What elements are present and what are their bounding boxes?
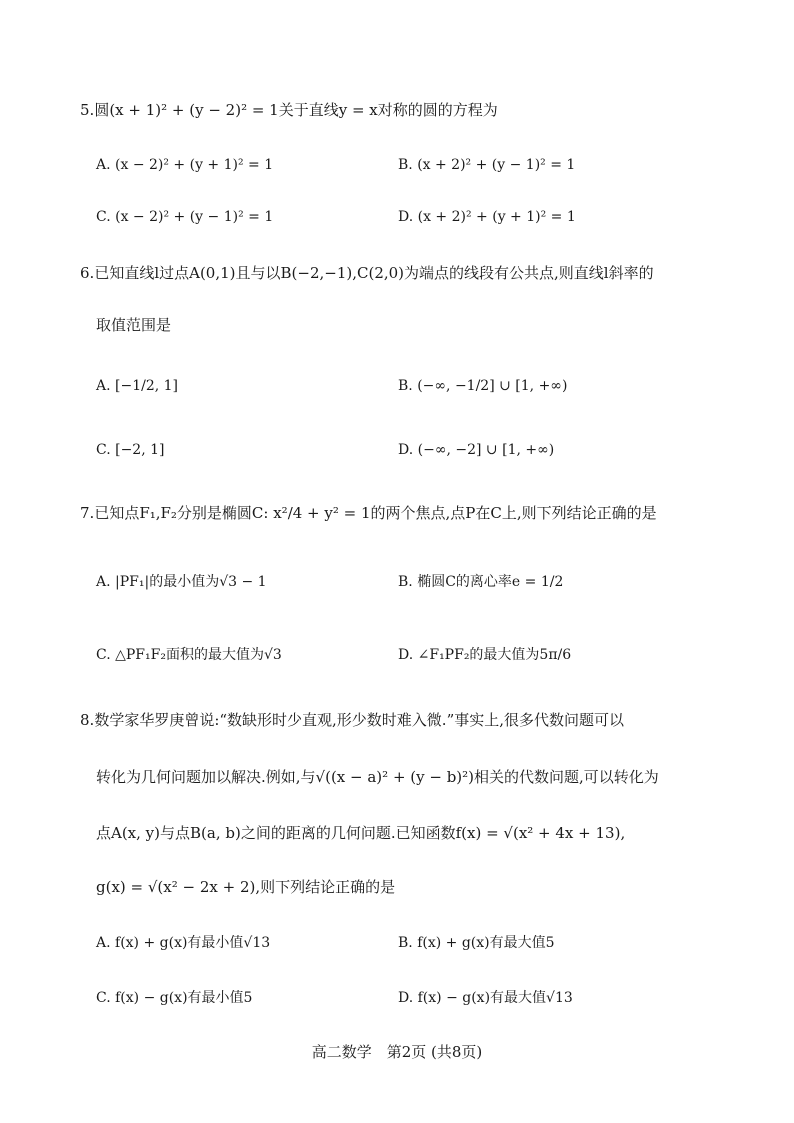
question-7-stem: [80, 503, 657, 523]
option-c: C. △PF₁F₂面积的最大值为√3: [96, 647, 282, 663]
question-text: 已知直线l过点A(0,1)且与以B(−2,−1),C(2,0)为端点的线段有公共点,则直线l斜率的: [94, 264, 654, 282]
option-d: D. f(x) − g(x)有最大值√13: [398, 990, 573, 1006]
question-number: 7.: [80, 504, 95, 522]
question-5-stem: [80, 100, 498, 120]
option-a: A. [−1/2, 1]: [96, 378, 179, 394]
option-c: C. [−2, 1]: [96, 442, 165, 458]
option-a: A. |PF₁|的最小值为√3 − 1: [96, 574, 267, 590]
question-number: 8.: [80, 711, 95, 729]
option-b: B. f(x) + g(x)有最大值5: [398, 935, 555, 951]
question-8-stem: [80, 710, 624, 730]
option-b: B. (x + 2)² + (y − 1)² = 1: [398, 157, 576, 173]
question-6-stem-cont: 取值范围是: [96, 316, 172, 334]
option-c: C. (x − 2)² + (y − 1)² = 1: [96, 209, 274, 225]
option-b: B. (−∞, −1/2] ∪ [1, +∞): [398, 378, 568, 394]
question-text: 已知点F₁,F₂分别是椭圆C: x²/4 + y² = 1的两个焦点,点P在C上,则下列结论正确的是: [94, 504, 657, 522]
option-a: A. (x − 2)² + (y + 1)² = 1: [96, 157, 274, 173]
option-b: B. 椭圆C的离心率e = 1/2: [398, 574, 564, 590]
question-8-stem-cont-2: 点A(x, y)与点B(a, b)之间的距离的几何问题.已知函数f(x) = √(x² + 4x + 13),: [96, 824, 626, 842]
option-d: D. (−∞, −2] ∪ [1, +∞): [398, 442, 555, 458]
option-a: A. f(x) + g(x)有最小值√13: [96, 935, 271, 951]
question-text: 数学家华罗庚曾说:“数缺形时少直观,形少数时难入微.”事实上,很多代数问题可以: [94, 711, 625, 729]
option-d: D. ∠F₁PF₂的最大值为5π/6: [398, 647, 572, 663]
question-text: 圆(x + 1)² + (y − 2)² = 1关于直线y = x对称的圆的方程为: [94, 101, 498, 119]
question-8-stem-cont-3: g(x) = √(x² − 2x + 2),则下列结论正确的是: [96, 878, 396, 896]
page-footer: 高二数学 第2页 (共8页): [311, 1043, 483, 1061]
question-number: 6.: [80, 264, 95, 282]
question-6-stem: [80, 263, 654, 283]
question-8-stem-cont-1: 转化为几何问题加以解决.例如,与√((x − a)² + (y − b)²)相关的代数问题,可以转化为: [96, 768, 659, 786]
question-number: 5.: [80, 101, 95, 119]
option-c: C. f(x) − g(x)有最小值5: [96, 990, 253, 1006]
option-d: D. (x + 2)² + (y + 1)² = 1: [398, 209, 576, 225]
